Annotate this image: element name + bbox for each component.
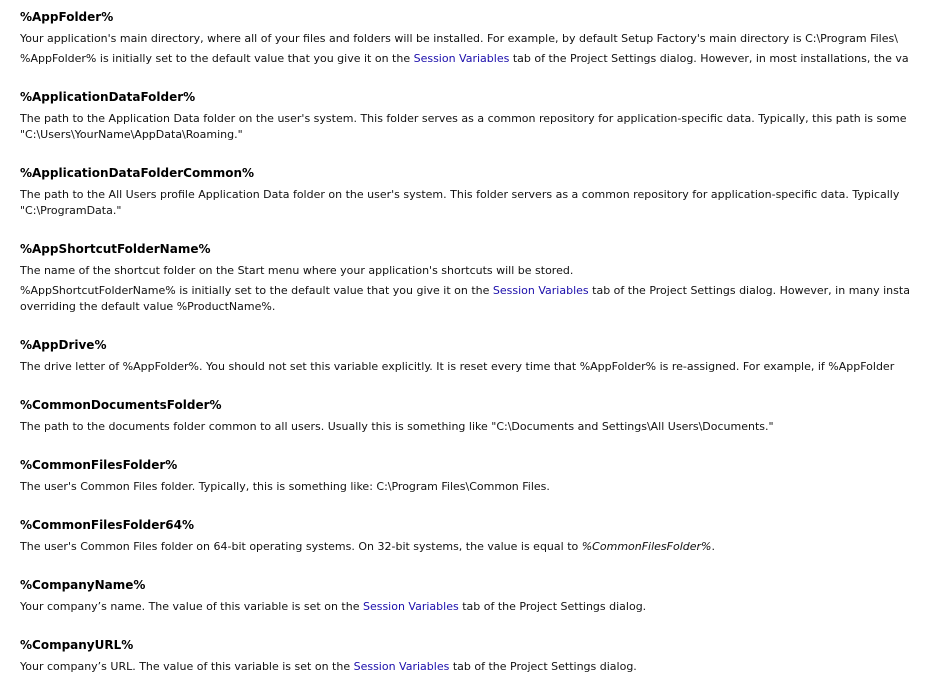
term-title: %AppFolder% bbox=[20, 10, 114, 24]
description-line: Your application's main directory, where all of your files and folders will be installed. For example, by default Setup Factory's main directory is C:\Program Files\ bbox=[20, 32, 898, 45]
description-line bbox=[20, 659, 937, 675]
description-line: The user's Common Files folder. Typically, this is something like: C:\Program Files\Common Files. bbox=[20, 480, 550, 493]
description-line bbox=[20, 539, 937, 555]
term-title: %ApplicationDataFolder% bbox=[20, 90, 196, 104]
text-fragment: %AppShortcutFolderName% is initially set to the default value that you give it on the bbox=[20, 284, 493, 297]
text-fragment: tab of the Project Settings dialog. bbox=[449, 660, 637, 673]
entry-companyname bbox=[20, 578, 937, 615]
description-line: The name of the shortcut folder on the Start menu where your application's shortcuts will be stored. bbox=[20, 264, 574, 277]
description-line bbox=[20, 51, 937, 67]
term-title: %CompanyURL% bbox=[20, 638, 134, 652]
session-variables-link[interactable]: Session Variables bbox=[413, 52, 510, 65]
variables-reference-page bbox=[20, 0, 937, 691]
description-line: The path to the All Users profile Application Data folder on the user's system. This folder servers as a common repository for application-specific data. Typically bbox=[20, 188, 900, 201]
text-fragment: The user's Common Files folder on 64-bit operating systems. On 32-bit systems, the value is equal to bbox=[20, 540, 582, 553]
entry-applicationdatafolder bbox=[20, 90, 937, 143]
entry-companyurl bbox=[20, 638, 937, 675]
entry-commondocumentsfolder bbox=[20, 398, 937, 435]
description-line: "C:\Users\YourName\AppData\Roaming." bbox=[20, 128, 243, 141]
text-fragment: tab of the Project Settings dialog. bbox=[458, 600, 647, 613]
term-title: %CommonDocumentsFolder% bbox=[20, 398, 222, 412]
description-line: "C:\ProgramData." bbox=[20, 204, 122, 217]
text-fragment: %AppFolder% is initially set to the default value that you give it on the bbox=[20, 52, 414, 65]
entry-appshortcutfoldername bbox=[20, 242, 937, 315]
entry-appfolder bbox=[20, 10, 937, 67]
term-title: %AppShortcutFolderName% bbox=[20, 242, 211, 256]
session-variables-link[interactable]: Session Variables bbox=[492, 284, 589, 297]
description-line: overriding the default value %ProductName%. bbox=[20, 300, 276, 313]
term-title: %CompanyName% bbox=[20, 578, 146, 592]
text-fragment: tab of the Project Settings dialog. However, in most installations, the va bbox=[509, 52, 909, 65]
entry-commonfilesfolder bbox=[20, 458, 937, 495]
description-line: The path to the documents folder common to all users. Usually this is something like "C:\Documents and Settings\All Users\Documents." bbox=[20, 420, 774, 433]
description-line: The path to the Application Data folder on the user's system. This folder serves as a common repository for application-specific data. Typically, this path is some bbox=[20, 112, 907, 125]
session-variables-link[interactable]: Session Variables bbox=[362, 600, 459, 613]
term-title: %ApplicationDataFolderCommon% bbox=[20, 166, 255, 180]
text-fragment: . bbox=[711, 540, 716, 553]
term-title: %CommonFilesFolder64% bbox=[20, 518, 195, 532]
description-line bbox=[20, 599, 937, 615]
term-title: %AppDrive% bbox=[20, 338, 107, 352]
term-title: %CommonFilesFolder% bbox=[20, 458, 178, 472]
description-line: The drive letter of %AppFolder%. You should not set this variable explicitly. It is reset every time that %AppFolder% is re-assigned. For example, if %AppFolder bbox=[20, 360, 895, 373]
text-fragment: Your company’s name. The value of this variable is set on the bbox=[20, 600, 363, 613]
entry-commonfilesfolder64 bbox=[20, 518, 937, 555]
text-fragment: tab of the Project Settings dialog. However, in many insta bbox=[588, 284, 910, 297]
entry-appdrive bbox=[20, 338, 937, 375]
text-fragment: Your company’s URL. The value of this variable is set on the bbox=[20, 660, 354, 673]
description-line bbox=[20, 283, 937, 299]
entry-applicationdatafoldercommon bbox=[20, 166, 937, 219]
session-variables-link[interactable]: Session Variables bbox=[353, 660, 450, 673]
variable-reference: %CommonFilesFolder% bbox=[581, 540, 712, 553]
